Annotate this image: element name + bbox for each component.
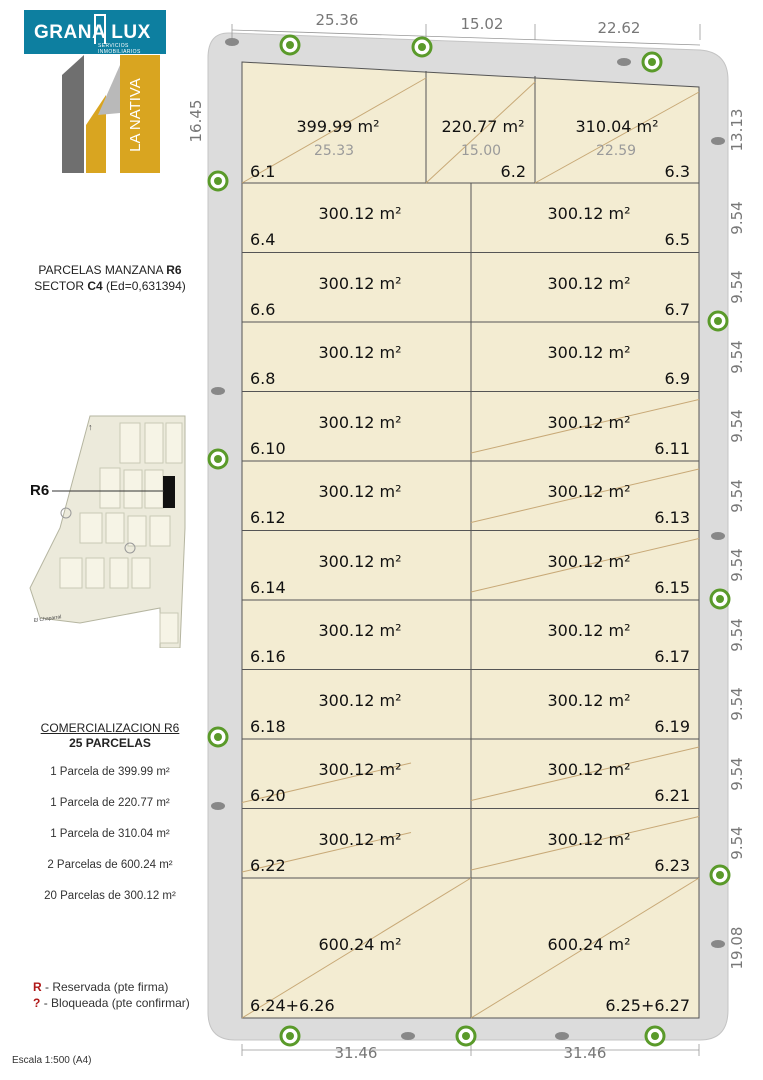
dimension-label: 9.54: [728, 340, 746, 374]
commercial-line: 2 Parcelas de 600.24 m²: [47, 859, 173, 871]
lot-id: 6.15: [654, 577, 690, 597]
lot-id: 6.22: [250, 855, 286, 875]
tree-icon: [418, 43, 426, 51]
lot-area[interactable]: 310.04 m²: [575, 117, 659, 136]
key-map-street: El Chaparral: [33, 614, 62, 624]
lot-id: 6.23: [654, 855, 690, 875]
legend-reserved: [33, 980, 168, 994]
lot-id: 6.7: [664, 299, 690, 319]
lot-id: 6.17: [654, 647, 690, 666]
tree-icon: [651, 1032, 659, 1040]
legend-blocked: [33, 996, 190, 1010]
lot-id: 6.6: [250, 299, 276, 319]
lot-id: 6.12: [250, 508, 286, 527]
streetlight-icon: [401, 1032, 415, 1040]
north-arrow-icon: ↑: [88, 422, 93, 432]
lot-area[interactable]: 300.12 m²: [547, 482, 631, 501]
legend-reserved-key: R: [33, 980, 42, 994]
tree-icon: [286, 41, 294, 49]
tree-icon: [648, 58, 656, 66]
lot-area[interactable]: 300.12 m²: [547, 204, 631, 223]
lot-id: 6.25+6.27: [605, 996, 690, 1015]
key-map-pointer: [52, 489, 164, 493]
dimension-label: 31.46: [563, 1044, 607, 1062]
dimension-label: 9.54: [728, 201, 746, 235]
lot-area[interactable]: 300.12 m²: [318, 690, 402, 710]
lot-id: 6.4: [250, 230, 276, 249]
sector-suffix: (Ed=0,631394): [106, 279, 186, 293]
lot-area[interactable]: 300.12 m²: [547, 412, 631, 432]
lot-area[interactable]: 300.12 m²: [318, 760, 402, 779]
key-map: [20, 408, 190, 648]
lot-id: 6.21: [654, 786, 690, 805]
key-map-label: R6: [30, 482, 50, 499]
lot-id: 6.18: [250, 716, 286, 736]
tree-icon: [462, 1032, 470, 1040]
dimension-label: 16.45: [187, 99, 205, 143]
block-title: [30, 263, 190, 277]
dimension-label: 9.54: [728, 479, 746, 513]
lot-area[interactable]: 600.24 m²: [318, 935, 402, 954]
lot-area[interactable]: 220.77 m²: [441, 117, 525, 136]
streetlight-icon: [211, 387, 225, 395]
scale-label: Escala 1:500 (A4): [12, 1055, 92, 1066]
lot-area[interactable]: 300.12 m²: [318, 343, 402, 362]
dimension-label: 31.46: [334, 1044, 378, 1062]
dimension-label: 9.54: [728, 409, 746, 443]
tree-icon: [714, 317, 722, 325]
lot-side-length: 25.33: [313, 143, 355, 159]
tree-icon: [214, 177, 222, 185]
lot-id: 6.1: [250, 162, 276, 181]
sector-title: [30, 279, 190, 293]
block-title-key: R6: [166, 263, 182, 277]
dimension-label: 9.54: [728, 270, 746, 304]
dimension-label: 13.13: [728, 108, 746, 152]
dimension-label: 25.36: [315, 11, 359, 29]
lot-area[interactable]: 300.12 m²: [547, 690, 631, 710]
logo-text: GRANA LUX: [34, 22, 151, 43]
logo-subtitle: SERVICIOS INMOBILIARIOS: [98, 43, 141, 55]
lot-area[interactable]: 300.12 m²: [547, 273, 631, 293]
lot-area[interactable]: 300.12 m²: [318, 621, 402, 640]
tree-icon: [286, 1032, 294, 1040]
lot-area[interactable]: 300.12 m²: [547, 760, 631, 779]
dimension-label: 15.02: [460, 15, 504, 33]
legend-blocked-key: ?: [33, 996, 41, 1010]
dimension-label: 9.54: [728, 757, 746, 791]
lot-id: 6.16: [250, 647, 286, 666]
streetlight-icon: [711, 137, 725, 145]
sector-key: C4: [87, 279, 103, 293]
streetlight-icon: [555, 1032, 569, 1040]
legend-blocked-text: - Bloqueada (pte confirmar): [43, 996, 190, 1010]
lot-id: 6.20: [250, 786, 286, 805]
lot-id: 6.3: [664, 162, 690, 181]
brand-name: LA NATIVA: [127, 78, 144, 152]
tree-icon: [716, 871, 724, 879]
lot-id: 6.10: [250, 438, 286, 458]
lot-area[interactable]: 600.24 m²: [547, 935, 631, 954]
lot-area[interactable]: 300.12 m²: [547, 343, 631, 362]
lot-area[interactable]: 300.12 m²: [318, 482, 402, 501]
lot-area[interactable]: 300.12 m²: [318, 273, 402, 293]
commercial-line: 1 Parcela de 220.77 m²: [50, 797, 170, 809]
key-map-r6-block: [163, 476, 175, 508]
commercial-line: 1 Parcela de 310.04 m²: [50, 828, 170, 840]
streetlight-icon: [211, 802, 225, 810]
legend-reserved-text: - Reservada (pte firma): [45, 980, 169, 994]
streetlight-icon: [711, 532, 725, 540]
lot-side-length: 22.59: [595, 143, 637, 159]
commercial-line: 20 Parcelas de 300.12 m²: [44, 890, 176, 902]
streetlight-icon: [711, 940, 725, 948]
lot-area[interactable]: 300.12 m²: [547, 551, 631, 571]
tree-icon: [214, 733, 222, 741]
streetlight-icon: [617, 58, 631, 66]
lot-id: 6.14: [250, 577, 286, 597]
dimension-label: 9.54: [728, 548, 746, 582]
commercial-line: 1 Parcela de 399.99 m²: [50, 766, 170, 778]
lot-area[interactable]: 300.12 m²: [547, 621, 631, 640]
lot-id: 6.9: [664, 369, 690, 388]
lot-id: 6.11: [654, 438, 690, 458]
lot-area[interactable]: 300.12 m²: [318, 412, 402, 432]
block-title-prefix: PARCELAS MANZANA: [38, 263, 163, 277]
lot-area[interactable]: 300.12 m²: [318, 551, 402, 571]
lot-area[interactable]: 300.12 m²: [318, 204, 402, 223]
lot-id: 6.13: [654, 508, 690, 527]
lot-area[interactable]: 300.12 m²: [318, 829, 402, 849]
dimension-label: 9.54: [728, 826, 746, 860]
lot-id: 6.5: [664, 230, 690, 249]
lot-area[interactable]: 300.12 m²: [547, 829, 631, 849]
dimension-label: 9.54: [728, 618, 746, 652]
dimension-label: 9.54: [728, 687, 746, 721]
lot-id: 6.24+6.26: [250, 996, 335, 1015]
dimension-label: 19.08: [728, 926, 746, 970]
lot-id: 6.8: [250, 369, 276, 388]
lot-area[interactable]: 399.99 m²: [296, 117, 380, 136]
lot-side-length: 15.00: [460, 143, 502, 159]
sector-prefix: SECTOR: [34, 279, 85, 293]
tree-icon: [214, 455, 222, 463]
tree-icon: [716, 595, 724, 603]
dimension-label: 22.62: [597, 19, 641, 37]
lot-id: 6.2: [500, 162, 526, 181]
streetlight-icon: [225, 38, 239, 46]
lot-id: 6.19: [654, 716, 690, 736]
commercial-subtitle: 25 PARCELAS: [69, 736, 151, 750]
commercial-title: COMERCIALIZACION R6: [40, 721, 180, 735]
